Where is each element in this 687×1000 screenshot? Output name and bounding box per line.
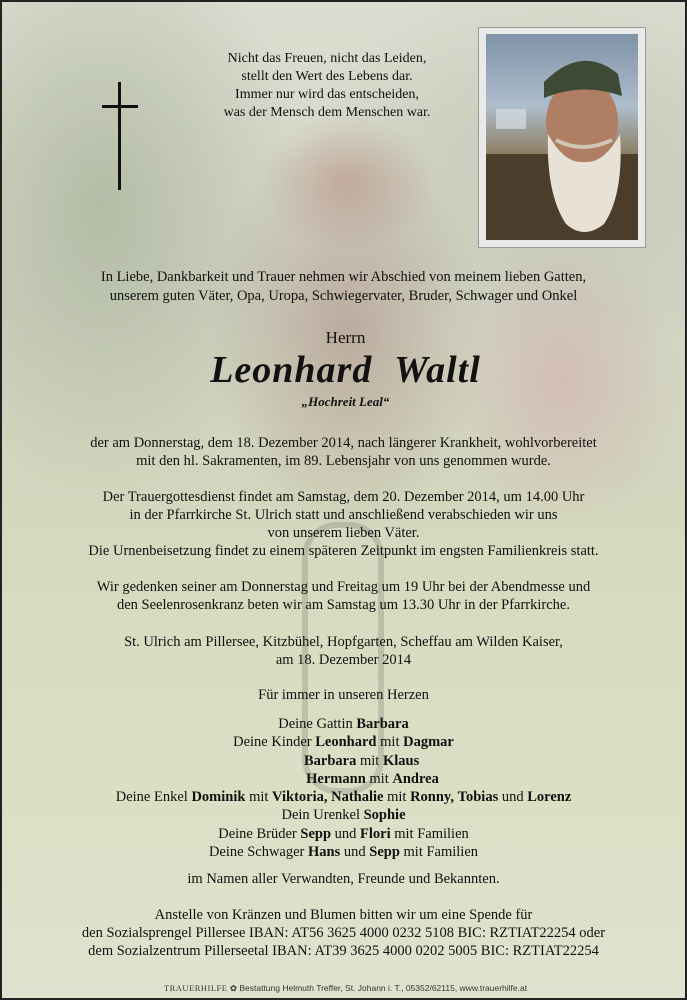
intro-line: In Liebe, Dankbarkeit und Trauer nehmen wir Abschied von meinem lieben Gatten,	[100, 269, 587, 285]
undertaker-contact: Bestattung Helmuth Treffer, St. Johann i. T., 05352/62115, www.trauerhilfe.at	[239, 983, 528, 993]
deceased-name: Leonhard Waltl	[210, 349, 481, 391]
forever-line: Für immer in unseren Herzen	[258, 687, 429, 703]
mourner-great-grandchild: Dein Urenkel Sophie	[281, 807, 406, 824]
mourners-list	[22, 715, 665, 861]
portrait-photo	[486, 34, 638, 240]
prayer-info	[22, 578, 665, 614]
trauerhilfe-logo: TRAUERHILFE	[163, 983, 228, 993]
verse-line: Immer nur wird das entscheiden,	[235, 87, 419, 102]
relatives-line: im Namen aller Verwandten, Freunde und Bekannten.	[187, 871, 500, 887]
salutation: Herrn	[325, 328, 366, 347]
donation-info	[22, 906, 665, 960]
service-line: in der Pfarrkirche St. Ulrich statt und anschließend verabschieden wir uns	[129, 507, 558, 523]
donation-line: den Sozialsprengel Pillersee IBAN: AT56 3625 4000 0232 5108 BIC: RZTIAT22254 oder	[81, 925, 606, 941]
intro-text	[22, 268, 665, 306]
mourner-brothers-in-law: Deine Schwager Hans und Sepp mit Familien	[208, 844, 479, 861]
verse-line: Nicht das Freuen, nicht das Leiden,	[227, 51, 427, 66]
date-line: am 18. Dezember 2014	[275, 652, 412, 668]
memorial-verse	[162, 50, 492, 122]
death-notice-line: der am Donnerstag, dem 18. Dezember 2014, nach längerer Krankheit, wohlvorbereitet	[90, 435, 597, 451]
verse-line: was der Mensch dem Menschen war.	[223, 105, 431, 120]
service-line: Der Trauergottesdienst findet am Samstag, dem 20. Dezember 2014, um 14.00 Uhr	[102, 489, 585, 505]
place-line: St. Ulrich am Pillersee, Kitzbühel, Hopfgarten, Scheffau am Wilden Kaiser,	[124, 634, 563, 650]
donation-line: Anstelle von Kränzen und Blumen bitten wir um eine Spende für	[154, 907, 533, 923]
undertaker-footer	[2, 983, 687, 994]
service-line: Die Urnenbeisetzung findet zu einem späteren Zeitpunkt im engsten Familienkreis statt.	[88, 543, 599, 559]
funeral-service-info	[22, 488, 665, 560]
deceased-nickname: „Hochreit Leal“	[301, 394, 390, 409]
cross-icon	[102, 82, 138, 190]
portrait-frame	[478, 27, 646, 248]
mourner-brothers: Deine Brüder Sepp und Flori mit Familien	[218, 825, 469, 842]
place-and-date	[22, 633, 665, 669]
mourner-grandchildren: Deine Enkel Dominik mit Viktoria, Nathalie mit Ronny, Tobias und Lorenz	[115, 789, 572, 806]
mourner-children: Deine Kinder Leonhard mit Dagmar	[233, 734, 454, 751]
death-notice-line: mit den hl. Sakramenten, im 89. Lebensjahr von uns genommen wurde.	[136, 453, 551, 469]
death-notice	[22, 434, 665, 470]
prayer-line: Wir gedenken seiner am Donnerstag und Freitag um 19 Uhr bei der Abendmesse und	[96, 579, 591, 595]
mourner-wife: Deine Gattin Barbara	[278, 716, 409, 732]
mourner-children: Barbara mit Klaus	[304, 752, 420, 769]
flower-icon: ✿	[229, 983, 237, 993]
intro-line: unserem guten Väter, Opa, Uropa, Schwiegervater, Bruder, Schwager und Onkel	[109, 288, 578, 304]
mourner-children: Hermann mit Andrea	[306, 770, 439, 787]
prayer-line: den Seelenrosenkranz beten wir am Samstag um 13.30 Uhr in der Pfarrkirche.	[117, 597, 570, 613]
donation-line: dem Sozialzentrum Pillerseetal IBAN: AT39 3625 4000 0202 5005 BIC: RZTIAT22254	[88, 943, 599, 959]
service-line: von unserem lieben Väter.	[267, 525, 420, 541]
verse-line: stellt den Wert des Lebens dar.	[241, 69, 413, 84]
